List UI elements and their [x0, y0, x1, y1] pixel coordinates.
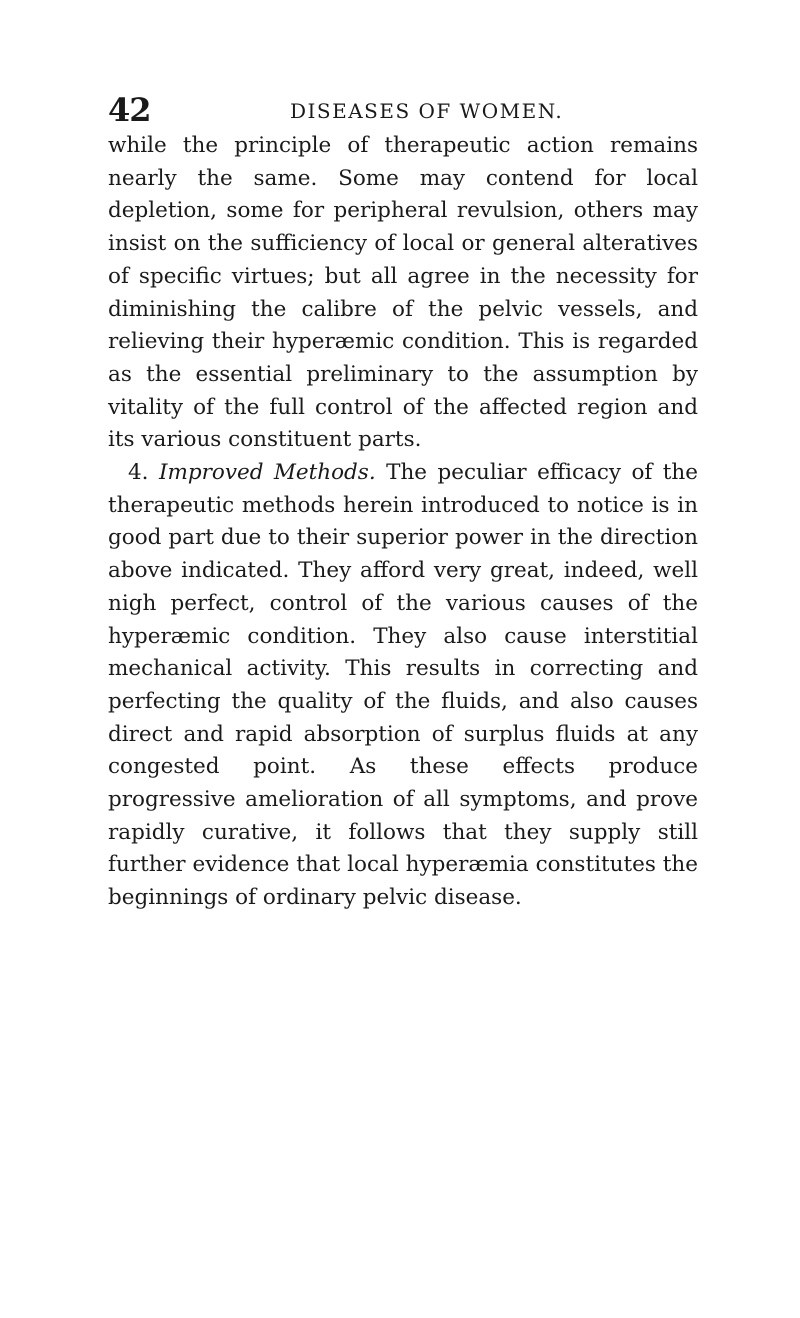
section-heading: Improved Methods. [158, 460, 376, 486]
paragraph-text: while the principle of therapeutic action remains nearly the same. Some may contend for local depletion, some for peripheral revulsion, others may insist on the sufficiency of local or general alteratives of specific virtues; but all agree in the necessity for diminishing the calibre of the pelvic vessels, and relieving their hyperæmic condition. This is regarded as the essential preliminary to the assumption by vitality of the full control of the affected region and its various constituent parts. [108, 133, 698, 453]
running-title: DISEASES OF WOMEN. [290, 99, 564, 123]
paragraph-text: The peculiar efficacy of the therapeutic methods herein introduced to notice is in good part due to their superior power in the direction above indicated. They afford very great, indeed, well nigh perfect, control of the various causes of the hyperæmic condition. They also cause interstitial mechanical activity. This results in correcting and perfecting the quality of the fluids, and also causes direct and rapid absorption of surplus fluids at any congested point. As these effects produce progressive amelioration of all symptoms, and prove rapidly curative, it follows that they supply still further evidence that local hyperæmia constitutes the beginnings of ordinary pelvic disease. [108, 460, 698, 911]
section-number: 4. [128, 460, 149, 486]
running-head [108, 90, 698, 130]
paragraph-improved-methods [108, 457, 698, 915]
page-number: 42 [108, 91, 151, 129]
body-text [108, 130, 698, 915]
paragraph-continuation [108, 130, 698, 457]
